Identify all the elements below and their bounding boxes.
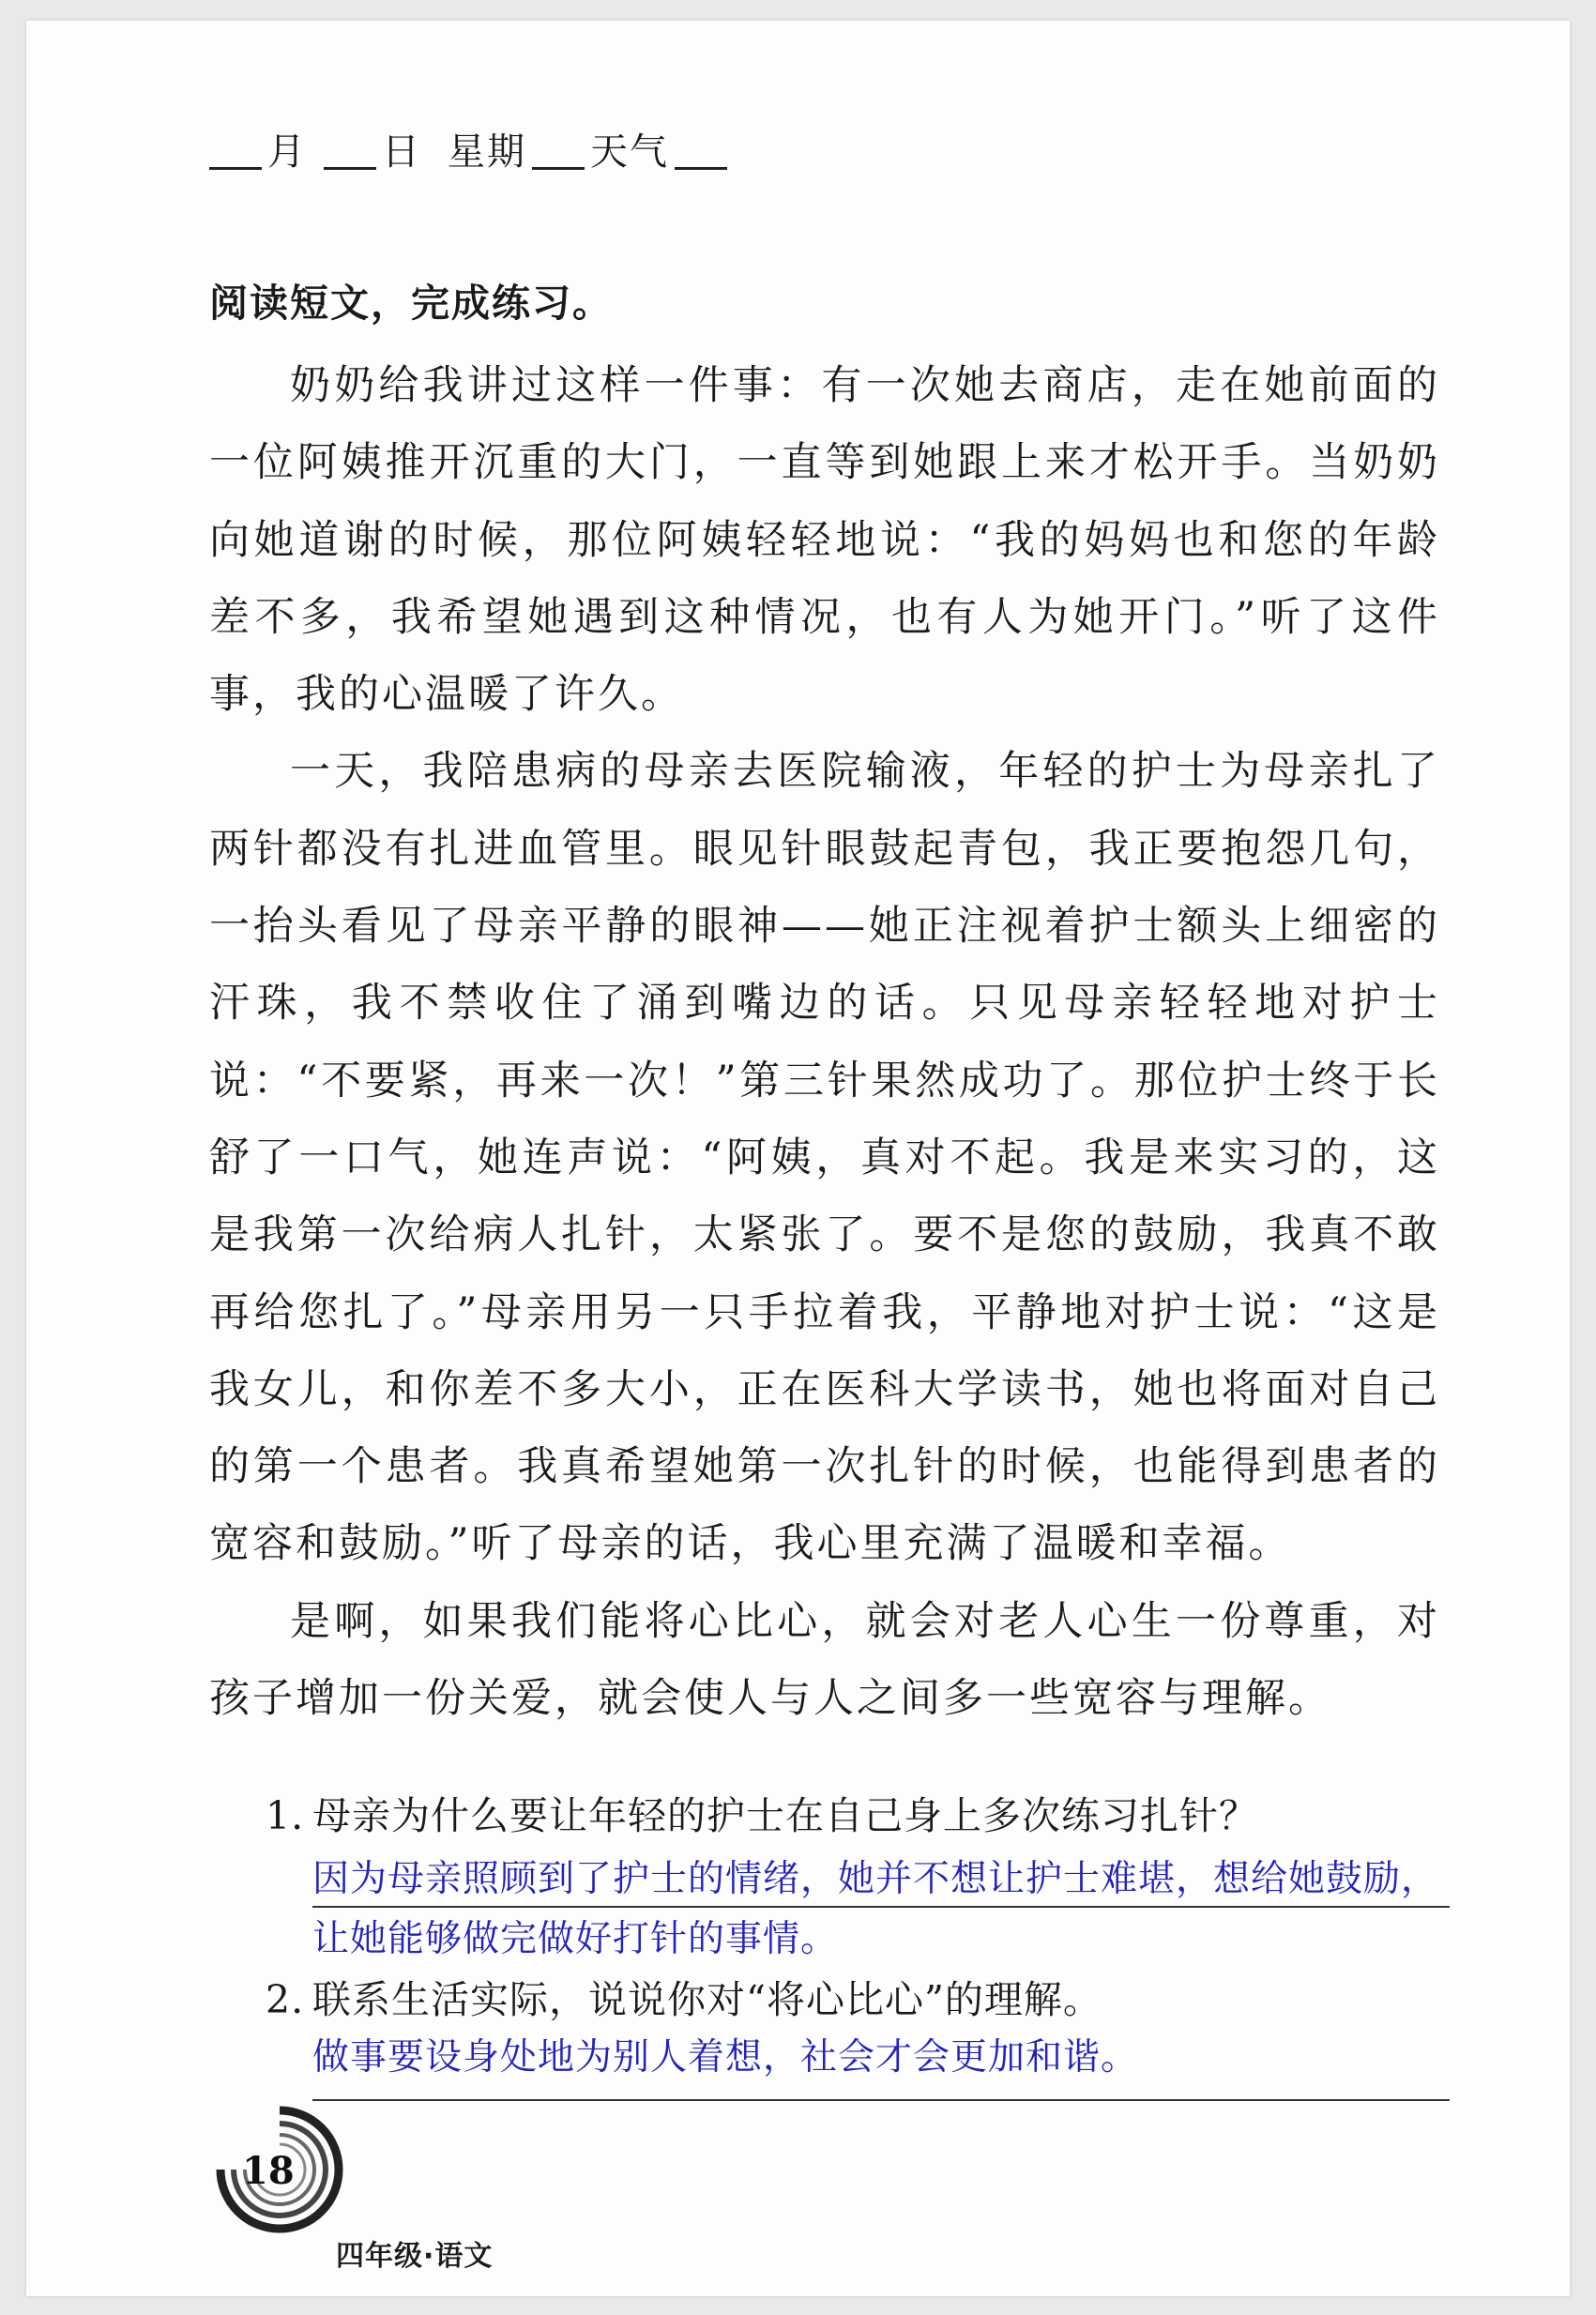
day-blank: [324, 166, 376, 170]
question-list: [266, 1788, 1450, 2088]
question-1: [266, 1788, 1450, 1970]
question-text: 联系生活实际，说说你对“将心比心”的理解。: [312, 1977, 1102, 2022]
weather-label: 天气: [590, 130, 669, 174]
weekday-label: 星期: [448, 130, 526, 174]
date-weather-header: [209, 122, 733, 175]
grade-subject-label: 四年级·语文: [336, 2240, 494, 2273]
passage-paragraph: 是啊，如果我们能将心比心，就会对老人心生一份尊重，对孩子增加一份关爱，就会使人与人之间多一些宽容与理解。: [209, 1597, 1440, 1723]
question-2: [266, 1972, 1450, 2088]
weekday-blank: [532, 166, 585, 170]
month-blank: [209, 166, 262, 170]
section-title: 阅读短文，完成练习。: [209, 281, 613, 326]
answer-text: 做事要设身处地为别人着想，社会才会更加和谐。: [312, 2036, 1139, 2079]
question-1-prompt: [266, 1788, 1450, 1844]
answer-text: 因为母亲照顾到了护士的情绪，她并不想让护士难堪，想给她鼓励，让她能够做完做好打针的事情。: [312, 1858, 1439, 1960]
workbook-page: [26, 21, 1570, 2296]
passage-paragraph: 奶奶给我讲过这样一件事：有一次她去商店，走在她前面的一位阿姨推开沉重的大门，一直等到她跟上来才松开手。当奶奶向她道谢的时候，那位阿姨轻轻地说：“我的妈妈也和您的年龄差不多，我希望她遇到这种情况，也有人为她开门。”听了这件事，我的心温暖了许久。: [209, 362, 1440, 719]
day-label: 日: [382, 130, 421, 174]
weather-blank: [675, 166, 727, 170]
reading-passage: [209, 347, 1440, 1737]
passage-paragraph: 一天，我陪患病的母亲去医院输液，年轻的护士为母亲扎了两针都没有扎进血管里。眼见针眼鼓起青包，我正要抱怨几句，一抬头看见了母亲平静的眼神——她正注视着护士额头上细密的汗珠，我不禁收住了涌到嘴边的话。只见母亲轻轻地对护士说：“不要紧，再来一次！”第三针果然成功了。那位护士终于长舒了一口气，她连声说：“阿姨，真对不起。我是来实习的，这是我第一次给病人扎针，太紧张了。要不是您的鼓励，我真不敢再给您扎了。”母亲用另一只手拉着我，平静地对护士说：“这是我女儿，和你差不多大小，正在医科大学读书，她也将面对自己的第一个患者。我真希望她第一次扎针的时候，也能得到患者的宽容和鼓励。”听了母亲的话，我心里充满了温暖和幸福。: [209, 748, 1440, 1568]
answer-rule: [312, 2099, 1450, 2101]
page-number: 18: [242, 2149, 295, 2193]
question-text: 母亲为什么要让年轻的护士在自己身上多次练习扎针？: [312, 1793, 1258, 1838]
question-2-prompt: [266, 1972, 1450, 2028]
question-number: 2.: [266, 1977, 305, 2022]
question-number: 1.: [266, 1793, 305, 1838]
month-label: 月: [267, 130, 307, 174]
